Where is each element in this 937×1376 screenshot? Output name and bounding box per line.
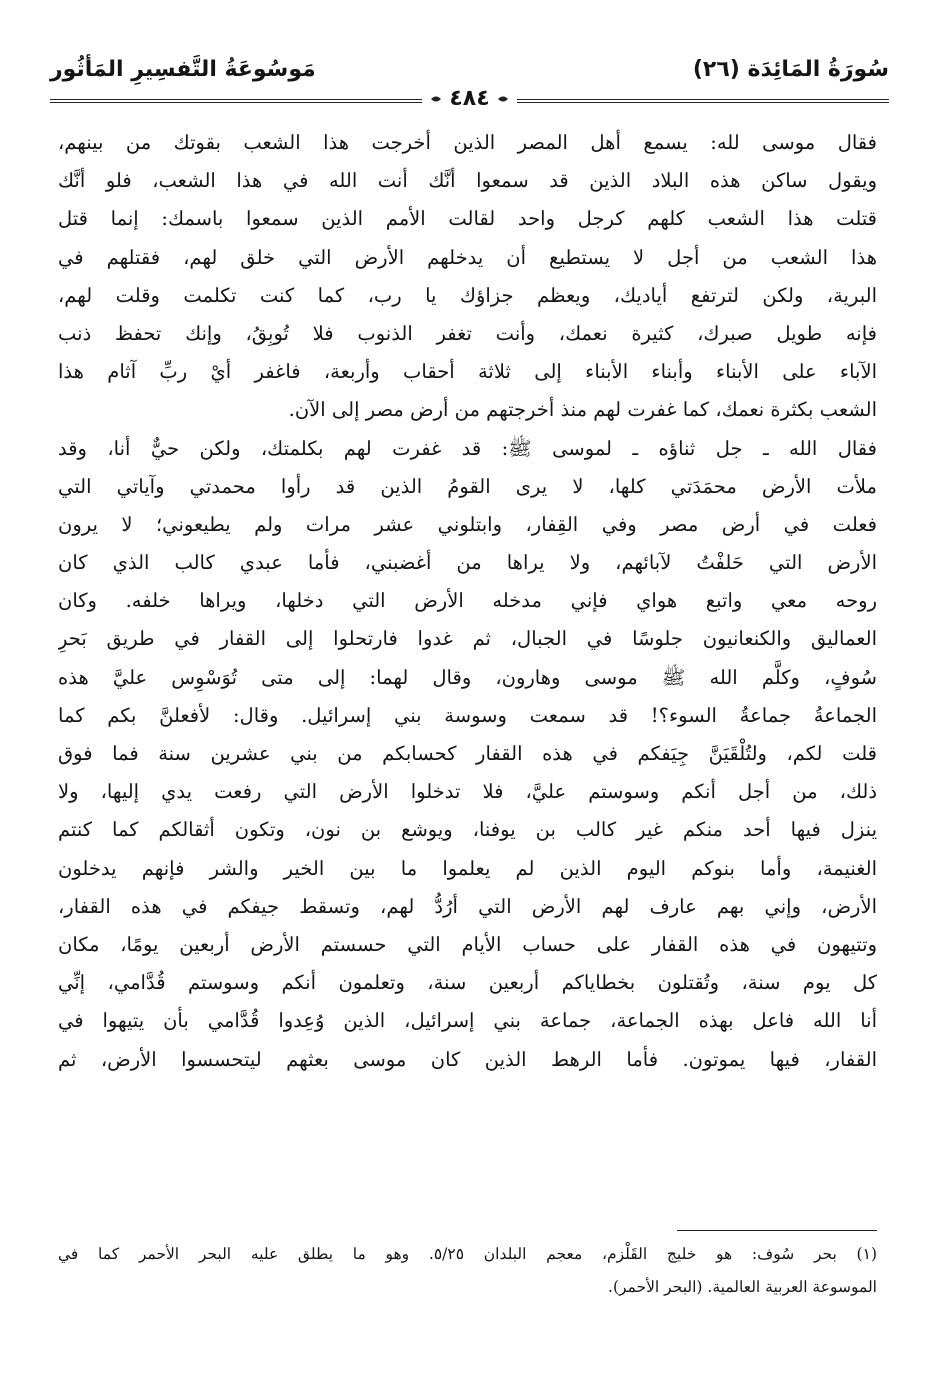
text-line: الأرض التي حَلفْتُ لآبائهم، ولا يراها من أغضبني، فأما عبدي كالب الذي كان <box>58 551 877 575</box>
text-line: قتلت هذا الشعب كلهم كرجل واحد لقالت الأمم الذين سمعوا باسمك: إنما قتل <box>58 207 877 231</box>
text-line: كل يوم سنة، وتُقتلون بخطاياكم أربعين سنة، وتعلمون أنكم وسوستم قُدَّامي، إنِّي <box>58 971 877 995</box>
text-line: وتتيهون في هذه القفار على حساب الأيام التي حسستم الأرض أربعين يومًا، مكان <box>58 932 877 956</box>
text-line: فعلت في أرض مصر وفي القِفار، وابتلوني عشر مرات ولم يطيعوني؛ لا يرون <box>58 512 877 536</box>
text-line: هذا الشعب من أجل لا يستطيع أن يدخلهم الأرض التي خلق لهم، فقتلهم في <box>58 245 877 269</box>
header-rule-right <box>517 99 889 103</box>
text-line: فقال موسى لله: يسمع أهل المصر الذين أخرجت هذا الشعب بقوتك من بينهم، <box>58 131 877 154</box>
text-line: فإنه طويل صبرك، كثيرة نعمك، وأنت تغفر الذنوب فلا تُوبِقُ، وإنك تحفظ ذنب <box>58 321 877 345</box>
footnotes <box>58 1238 877 1304</box>
text-line: ملأت الأرض محمَدَتي كلها، لا يرى القومُ الذين قد رأوا محمدتي وآياتي التي <box>58 474 877 498</box>
text-line: ينزل فيها أحد منكم غير كالب بن يوفنا، ويوشع بن نون، وتكون أثقالكم كما كنتم <box>58 818 877 842</box>
header-rule-left <box>50 99 422 103</box>
page-number-text: ٤٨٤ <box>449 86 490 111</box>
text-line: قلت لكم، ولتُلْقَيَنَّ جِيَفكم في هذه القفار كحسابكم من بني عشرين سنة فما فوق <box>58 742 877 765</box>
text-line: الشعب بكثرة نعمك، كما غفرت لهم منذ أخرجتهم من أرض مصر إلى الآن. <box>288 398 877 422</box>
ornament-right-icon <box>497 94 509 104</box>
surah-title: سُورَةُ المَائِدَة (٢٦) <box>692 57 889 82</box>
footnote-line: الموسوعة العربية العالمية. (البحر الأحمر). <box>608 1278 877 1296</box>
text-line: ويقول ساكن هذه البلاد الذين قد سمعوا أنَّك أنت الله في هذا الشعب، فلو أنَّك <box>58 169 877 193</box>
text-line: البرية، ولكن لترتفع أياديك، ويعظم جزاؤك يا رب، كما كنت تكلمت وقلت لهم، <box>58 283 877 307</box>
text-line: روحه معي واتبع هواي فإني مدخله الأرض التي دخلها، ويراها خلفه. وكان <box>58 589 877 613</box>
text-line: الآباء على الأبناء وأبناء الأبناء إلى ثلاثة أحقاب وأربعة، فاغفر أيْ ربِّ آثام هذا <box>58 360 877 384</box>
text-line: أنا الله فاعل بهذه الجماعة، جماعة بني إسرائيل، الذين وُعِدوا قُدَّامي بأن يتيهوا في <box>58 1009 877 1033</box>
header-rule <box>50 86 889 111</box>
text-line: الأرض، وإني بهم عارف لهم الأرض التي أرُدُّ لهم، وتسقط جيفكم في هذه القفار، <box>58 894 877 918</box>
text-line: سُوفٍ، وكلَّم الله ﷺ موسى وهارون، وقال لهما: إلى متى تُوَسْوِس عليَّ هذه <box>58 665 877 689</box>
page-number <box>420 84 520 114</box>
text-line: الغنيمة، وأما بنوكم اليوم الذين لم يعلموا ما بين الخير والشر فإنهم يدخلون <box>58 856 877 880</box>
footnote-line: (١) بحر سُوف: هو خليج القَلْزم، معجم البلدان ٥/٢٥. وهو ما يطلق عليه البحر الأحمر كما في <box>58 1245 877 1263</box>
main-text <box>58 124 877 1079</box>
text-line: فقال الله ـ جل ثناؤه ـ لموسى ﷺ: قد غفرت لهم بكلمتك، ولكن حيٌّ أنا، وقد <box>58 436 877 460</box>
text-line: العماليق والكنعانيون جلوسًا في الجبال، ثم غدوا فارتحلوا إلى القفار في طريق بَحرِ <box>58 627 877 651</box>
text-line: القفار، فيها يموتون. فأما الرهط الذين كان موسى بعثهم ليتحسسوا الأرض، ثم <box>58 1047 877 1071</box>
text-line: الجماعةُ جماعةُ السوء؟! قد سمعت وسوسة بني إسرائيل. وقال: لأفعلنَّ بكم كما <box>58 703 877 727</box>
page-header <box>50 52 889 112</box>
footnote-separator <box>677 1230 877 1231</box>
text-line: ذلك، من أجل أنكم وسوستم عليَّ، فلا تدخلوا الأرض التي رفعت يدي إليها، ولا <box>58 780 877 804</box>
ornament-left-icon <box>430 94 442 104</box>
series-title: مَوسُوعَةُ التَّفسِيرِ المَأثُور <box>50 57 316 82</box>
